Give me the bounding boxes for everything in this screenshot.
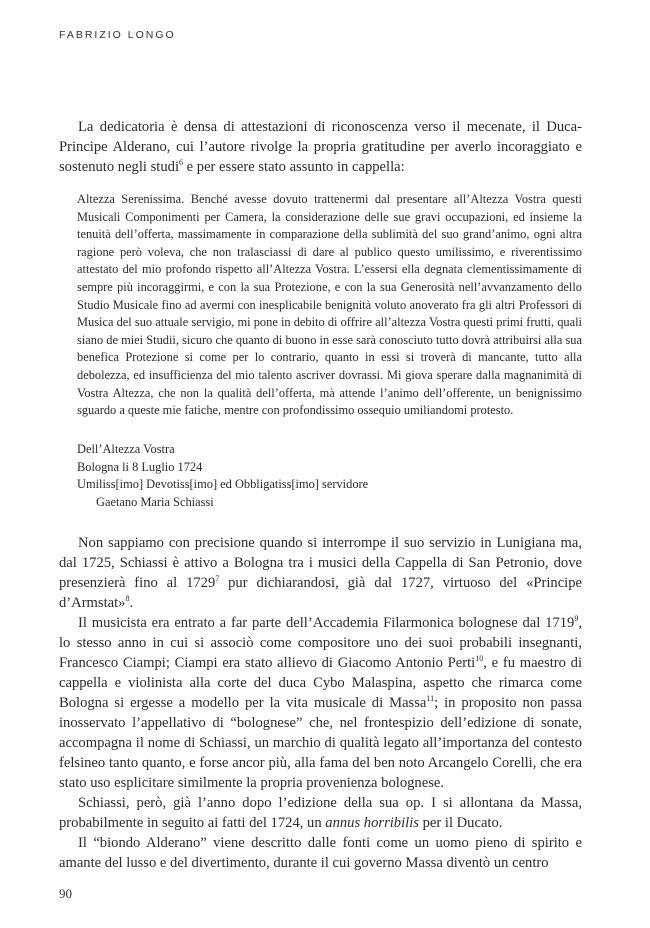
footnote-ref-11[interactable]: 11 (426, 694, 435, 704)
paragraph-2-text-d: ; in proposito non passa inosservato l’appellativo di “bolognese” che, nel frontespizio dell’edizione di sonate, accompagna il nome di Schiassi, un marchio di qualità legato all’importanza del contesto felsineo tanto quanto, e forse ancor più, alla fama del ben noto Arcangelo Corelli, che era stato uso esplicitare similmente la propria provenienza bolognese. (59, 695, 582, 791)
dedication-signature: Gaetano Maria Schiassi (96, 494, 214, 509)
intro-paragraph (59, 117, 582, 177)
main-text (59, 533, 582, 873)
footnote-ref-8[interactable]: 8 (125, 594, 130, 604)
paragraph-2-text-a: Il musicista era entrato a far parte dell’Accademia Filarmonica bolognese dal 1719 (78, 615, 575, 631)
dedication-servant: Umiliss[imo] Devotiss[imo] ed Obbligatiss[imo] servidore (77, 477, 369, 492)
paragraph-2 (59, 613, 582, 793)
paragraph-3-text-b: per il Ducato. (418, 815, 503, 831)
paragraph-2-text-c: , e fu maestro di cappella e violinista alla corte del duca Cybo Malaspina, aspetto che rimarca come Bologna si ergesse a modello per la vita musicale di Massa (59, 655, 582, 711)
paragraph-1-text-a: Non sappiamo con precisione quando si interrompe il suo servizio in Lunigiana ma, dal 1725, Schiassi è attivo a Bologna tra i musici della Cappella di San Petronio, dove presenzierà fino al 1729 (59, 535, 582, 591)
paragraph-4: Il “biondo Alderano” viene descritto dalle fonti come un uomo pieno di spirito e amante del lusso e del divertimento, durante il cui governo Massa diventò un centro (59, 835, 582, 871)
paragraph-1-text-b: pur dichiarandosi, già dal 1727, virtuoso del «Principe d’Armstat» (59, 575, 583, 611)
dedication-signoff (77, 441, 368, 511)
footnote-ref-7[interactable]: 7 (215, 574, 220, 584)
paragraph-3-text-a: Schiassi, però, già l’anno dopo l’edizione della sua op. I si allontana da Massa, probabilmente in seguito ai fatti del 1724, un (59, 795, 582, 831)
page-number: 90 (59, 886, 72, 901)
paragraph-1 (59, 533, 582, 613)
dedication-quote: Altezza Serenissima. Benché avesse dovuto trattenermi dal presentare all’Altezza Vostra questi Musicali Componimenti per Camera, la considerazione delle sue gravi occupazioni, ed insieme la tenuità dell’offerta, massimamente in comparazione della sublimità del suo grand’animo, ogni altra ragione però voleva, che non tralasciassi di dare al publico questo umilissimo, e riverentissimo attestato del mio profondo rispetto all’Altezza Vostra. L’essersi ella degnata clementissimamente di sempre più incoraggirmi, e con la sua Protezione, e con la sua Generosità nell’avvanzamento dello Studio Musicale fino ad avermi con inesplicabile benignità voluto anoverato fra gli altri Professori di Musica del suo attuale servigio, mi pone in debito di offrire all’altezza Vostra questi primi frutti, quali siano de miei Studii, sicuro che quanto di buono in esse sarà conosciuto tutto dovrà attribuirsi alla sua benefica Protezione si come per lo contrario, quanto in essi si troverà di mancante, tutto alla debolezza, ed insufficienza del mio talento ascriver dovrassi. Mi giova sperare dalla magnanimità di Vostra Altezza, che non la qualità dell’offerta, mà attende l’animo dell’offerente, un benignissimo sguardo a queste mie fatiche, mentre con profondissimo ossequio umiliandomi protesto. (77, 192, 582, 418)
dedication-closing: Dell’Altezza Vostra (77, 442, 175, 456)
intro-text-a: La dedicatoria è densa di attestazioni di riconoscenza verso il mecenate, il Duca-Principe Alderano, cui l’autore rivolge la propria gratitudine per averlo incoraggiato e sostenuto negli studi (59, 119, 582, 175)
paragraph-1-text-c: . (129, 595, 134, 611)
paragraph-2-text-b: , lo stesso anno in cui si associò come compositore uno dei suoi probabili insegnanti, Francesco Ciampi; Ciampi era stato allievo di Giacomo Antonio Perti (59, 615, 582, 671)
footnote-ref-10[interactable]: 10 (475, 654, 484, 664)
running-head: FABRIZIO LONGO (59, 29, 176, 41)
dedication-place-date: Bologna li 8 Luglio 1724 (77, 459, 203, 474)
intro-text-b: e per essere stato assunto in cappella: (183, 159, 405, 175)
footnote-ref-6[interactable]: 6 (179, 158, 183, 168)
footnote-ref-9[interactable]: 9 (574, 614, 579, 624)
paragraph-3 (59, 793, 582, 833)
paragraph-3-italic: annus horribilis (325, 815, 419, 831)
